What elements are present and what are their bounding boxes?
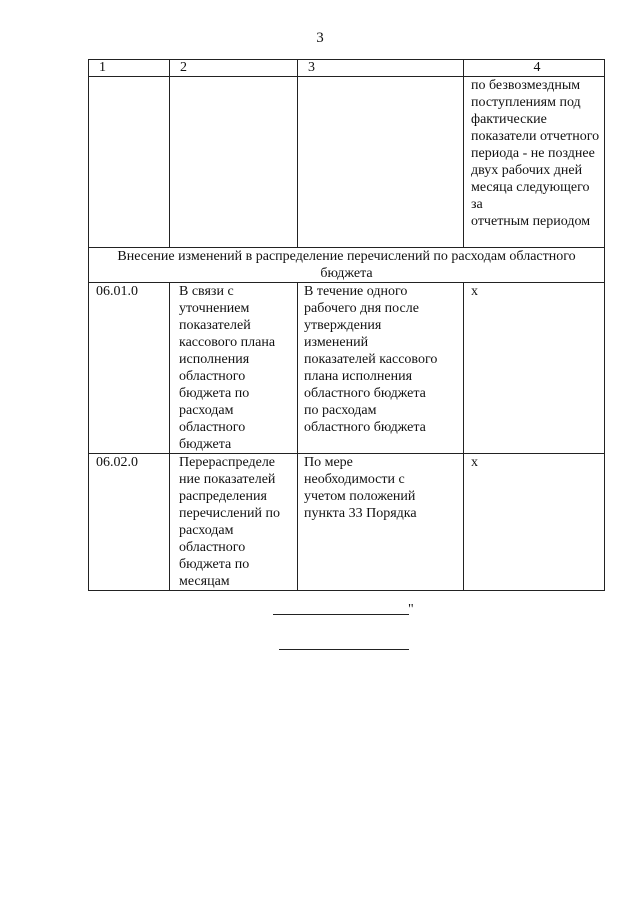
header-col-2: 2 [170, 60, 298, 77]
header-col-1: 1 [89, 60, 170, 77]
deadline-cell [298, 454, 464, 591]
table-header-row [89, 60, 605, 77]
closing-quote: " [408, 602, 414, 617]
procedure-table [88, 59, 605, 591]
section-title: Внесение изменений в распределение перечислений по расходам областного бюджета [89, 248, 605, 283]
signature-line [273, 614, 409, 615]
row-mark: x [471, 455, 478, 470]
continuation-text: по безвозмездным поступлениям под фактические показатели отчетного периода - не позднее двух рабочих дней месяца следующего за отчетным периодом [471, 78, 600, 229]
empty-cell [298, 77, 464, 248]
header-col-4: 4 [464, 60, 605, 77]
empty-cell [89, 77, 170, 248]
row-deadline: По мере необходимости с учетом положений пункта 33 Порядка [304, 455, 417, 521]
empty-cell [170, 77, 298, 248]
description-cell [170, 454, 298, 591]
code-cell [89, 454, 170, 591]
section-row [89, 248, 605, 283]
continuation-cell [464, 77, 605, 248]
table-row [89, 454, 605, 591]
table-row [89, 283, 605, 454]
row-code: 06.02.0 [96, 455, 138, 470]
row-mark: x [471, 284, 478, 299]
mark-cell [464, 283, 605, 454]
table-row-continuation [89, 77, 605, 248]
page-number: 3 [316, 30, 324, 46]
row-description: Перераспределе ние показателей распределения перечислений по расходам областного бюджета по месяцам [179, 455, 280, 589]
header-col-3: 3 [298, 60, 464, 77]
code-cell [89, 283, 170, 454]
description-cell [170, 283, 298, 454]
mark-cell [464, 454, 605, 591]
row-description: В связи с уточнением показателей кассового плана исполнения областного бюджета по расходам областного бюджета [179, 284, 276, 452]
signature-line-second [279, 649, 409, 650]
row-deadline: В течение одного рабочего дня после утверждения изменений показателей кассового плана исполнения областного бюджета по расходам областного бюджета [304, 284, 438, 435]
row-code: 06.01.0 [96, 284, 138, 299]
deadline-cell [298, 283, 464, 454]
